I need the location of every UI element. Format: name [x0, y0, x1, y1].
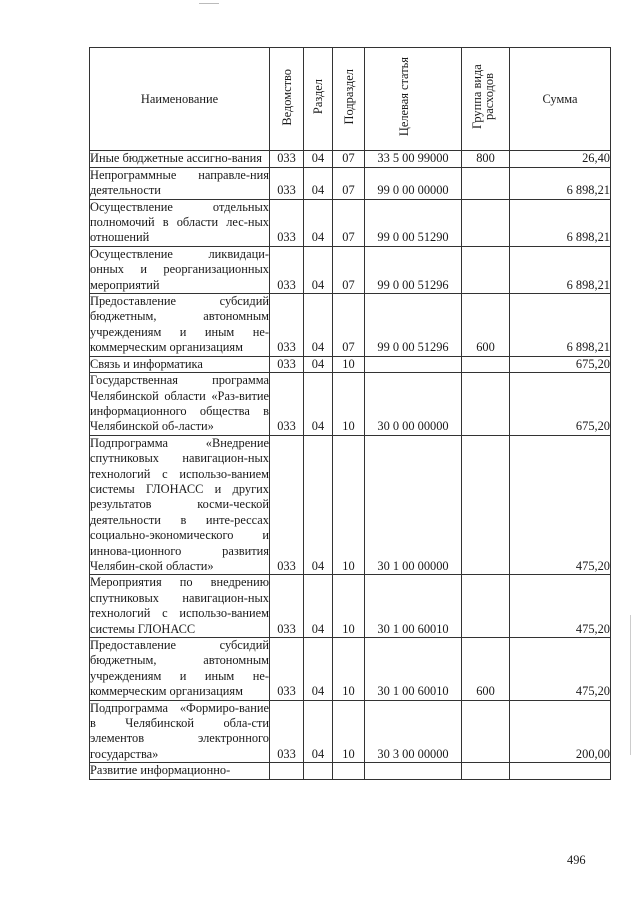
row-cs: 99 0 00 51296	[365, 294, 462, 357]
row-ved: 033	[270, 700, 304, 763]
row-rz: 04	[304, 575, 333, 638]
row-rz: 04	[304, 294, 333, 357]
row-name: Мероприятия по внедрению спутниковых навигацион-ных технологий с использо-ванием системы ГЛОНАСС	[90, 575, 269, 636]
table-row	[90, 356, 611, 372]
row-rz: 04	[304, 638, 333, 701]
header-summa: Сумма	[510, 48, 611, 151]
row-cs	[365, 763, 462, 779]
row-cs: 30 1 00 60010	[365, 575, 462, 638]
row-vr	[462, 373, 510, 436]
row-pr: 07	[333, 199, 365, 246]
row-cs: 30 1 00 60010	[365, 638, 462, 701]
row-sum: 475,20	[510, 435, 611, 575]
row-name: Иные бюджетные ассигно-вания	[90, 151, 270, 167]
row-vr	[462, 167, 510, 199]
row-sum: 6 898,21	[510, 246, 611, 293]
row-sum	[510, 763, 611, 779]
header-name: Наименование	[90, 48, 270, 151]
row-rz: 04	[304, 199, 333, 246]
table-row	[90, 700, 611, 763]
table-row	[90, 638, 611, 701]
row-name: Непрограммные направле-ния деятельности	[90, 167, 269, 198]
row-sum: 6 898,21	[510, 167, 611, 199]
row-sum: 200,00	[510, 700, 611, 763]
row-sum: 6 898,21	[510, 294, 611, 357]
row-vr	[462, 435, 510, 575]
row-ved: 033	[270, 294, 304, 357]
row-cs: 99 0 00 51296	[365, 246, 462, 293]
row-cs: 99 0 00 51290	[365, 199, 462, 246]
table-row	[90, 246, 611, 293]
table-row	[90, 151, 611, 167]
row-pr: 10	[333, 638, 365, 701]
row-ved: 033	[270, 167, 304, 199]
row-cs: 33 5 00 99000	[365, 151, 462, 167]
row-pr: 10	[333, 435, 365, 575]
row-ved: 033	[270, 356, 304, 372]
row-name: Развитие информационно-	[90, 763, 270, 779]
row-sum: 26,40	[510, 151, 611, 167]
row-rz	[304, 763, 333, 779]
row-cs: 30 3 00 00000	[365, 700, 462, 763]
table-row	[90, 294, 611, 357]
row-pr: 10	[333, 575, 365, 638]
header-gruppa: Группа вида расходов	[462, 48, 510, 151]
row-sum: 475,20	[510, 638, 611, 701]
row-rz: 04	[304, 246, 333, 293]
table-row	[90, 199, 611, 246]
row-pr: 07	[333, 151, 365, 167]
row-cs: 99 0 00 00000	[365, 167, 462, 199]
row-cs	[365, 356, 462, 372]
row-vr	[462, 199, 510, 246]
table-row	[90, 373, 611, 436]
row-name: Подпрограмма «Внедрение спутниковых навигацион-ных технологий с использо-ванием системы ГЛОНАСС и других результатов косми-ческой деятельности в инте-рессах социально-экономического и иннова-ционного развития Челябин-ской области»	[90, 435, 269, 573]
row-cs: 30 1 00 00000	[365, 435, 462, 575]
table-row	[90, 575, 611, 638]
table-row	[90, 167, 611, 199]
row-name: Подпрограмма «Формиро-вание в Челябинской обла-сти элементов электронного государства»	[90, 700, 269, 761]
row-vr: 800	[462, 151, 510, 167]
row-rz: 04	[304, 373, 333, 436]
table-row	[90, 435, 611, 575]
row-pr: 07	[333, 294, 365, 357]
row-rz: 04	[304, 700, 333, 763]
row-ved: 033	[270, 638, 304, 701]
row-pr: 10	[333, 700, 365, 763]
row-pr: 10	[333, 373, 365, 436]
row-vr	[462, 763, 510, 779]
row-name: Предоставление субсидий бюджетным, автономным учреждениям и иным не-коммерческим организациям	[90, 294, 269, 355]
row-name: Предоставление субсидий бюджетным, автономным учреждениям и иным не-коммерческим организациям	[90, 638, 269, 699]
header-podrazdel: Подраздел	[333, 48, 365, 151]
row-sum: 675,20	[510, 356, 611, 372]
row-rz: 04	[304, 435, 333, 575]
page-number: 496	[567, 853, 586, 867]
row-ved: 033	[270, 435, 304, 575]
row-ved	[270, 763, 304, 779]
row-ved: 033	[270, 575, 304, 638]
row-vr	[462, 575, 510, 638]
budget-table	[89, 47, 611, 780]
row-vr	[462, 246, 510, 293]
row-pr: 07	[333, 246, 365, 293]
row-name: Осуществление ликвидаци-онных и реорганизационных мероприятий	[90, 246, 269, 292]
row-vr	[462, 700, 510, 763]
row-rz: 04	[304, 151, 333, 167]
row-vr	[462, 356, 510, 372]
table-header-row	[90, 48, 611, 151]
row-cs: 30 0 00 00000	[365, 373, 462, 436]
scan-edge	[630, 615, 631, 755]
row-pr: 10	[333, 356, 365, 372]
header-razdel: Раздел	[304, 48, 333, 151]
row-name: Осуществление отдельных полномочий в области лес-ных отношений	[90, 199, 269, 245]
row-name: Государственная программа Челябинской области «Раз-витие информационного общества в Челябинской об-ласти»	[90, 373, 269, 434]
header-vedomstvo: Ведомство	[270, 48, 304, 151]
row-vr: 600	[462, 294, 510, 357]
row-ved: 033	[270, 199, 304, 246]
header-statya: Целевая статья	[365, 48, 462, 151]
row-vr: 600	[462, 638, 510, 701]
row-ved: 033	[270, 373, 304, 436]
scan-mark	[199, 0, 219, 4]
row-pr	[333, 763, 365, 779]
row-ved: 033	[270, 151, 304, 167]
row-sum: 475,20	[510, 575, 611, 638]
row-name: Связь и информатика	[90, 356, 270, 372]
row-sum: 6 898,21	[510, 199, 611, 246]
row-pr: 07	[333, 167, 365, 199]
row-rz: 04	[304, 356, 333, 372]
row-sum: 675,20	[510, 373, 611, 436]
row-ved: 033	[270, 246, 304, 293]
row-rz: 04	[304, 167, 333, 199]
table-row	[90, 763, 611, 779]
